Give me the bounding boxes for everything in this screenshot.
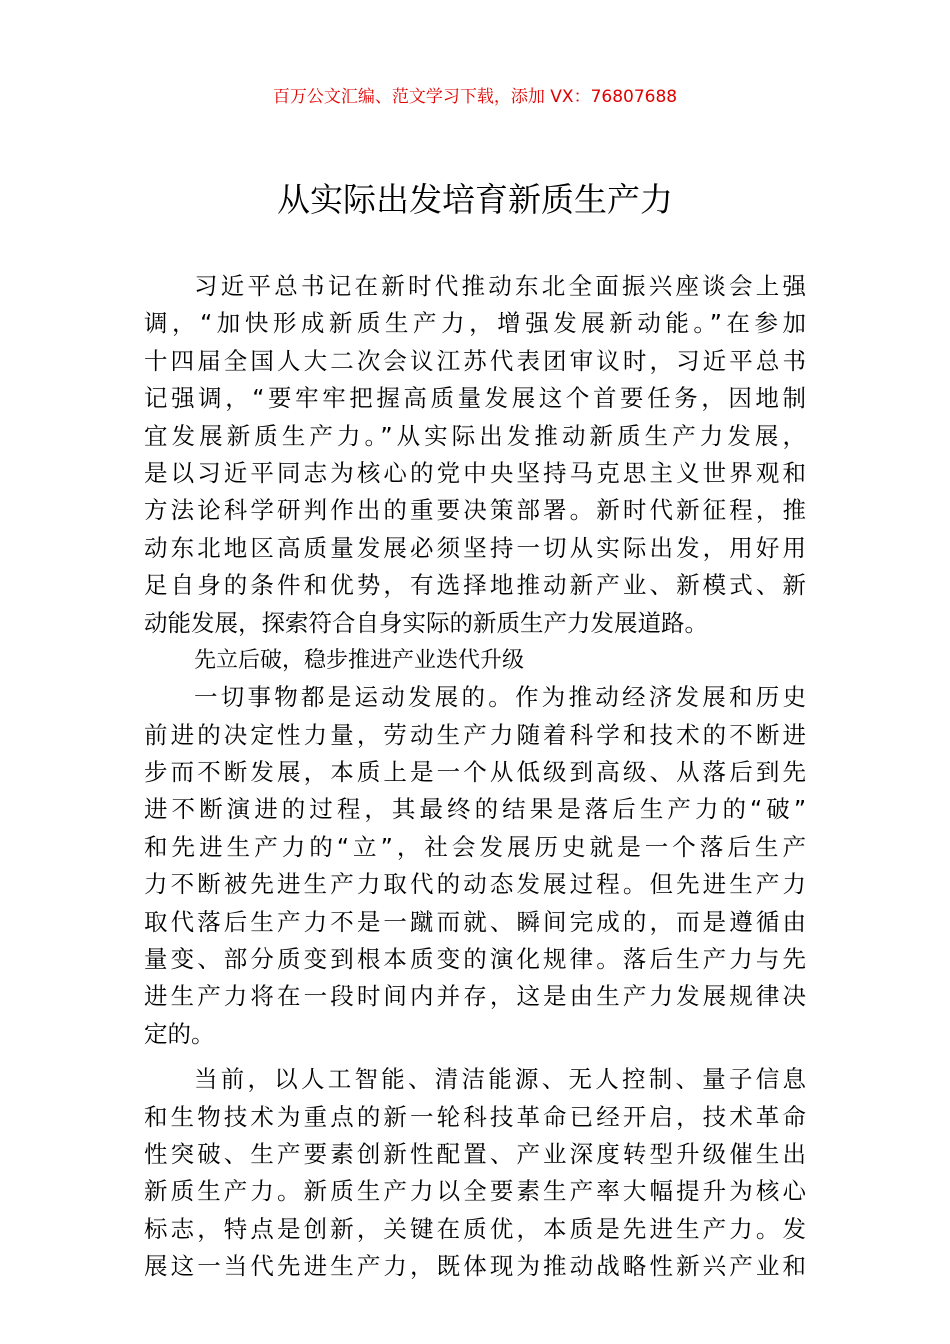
paragraph: [144, 1061, 806, 1285]
text-line: 记强调，“要牢牢把握高质量发展这个首要任务，因地制: [144, 384, 806, 413]
text-line: 取代落后生产力不是一蹴而就、瞬间完成的，而是遵循由: [144, 907, 806, 936]
paragraph: [144, 679, 806, 1053]
text-line: 前进的决定性力量，劳动生产力随着科学和技术的不断进: [144, 720, 806, 749]
header-banner: 百万公文汇编、范文学习下载，添加 VX：76807688: [272, 87, 678, 107]
text-line: 标志，特点是创新，关键在质优，本质是先进生产力。发: [144, 1214, 806, 1243]
section-heading: 先立后破，稳步推进产业迭代升级: [194, 647, 525, 673]
text-line: 力不断被先进生产力取代的动态发展过程。但先进生产力: [144, 870, 806, 899]
text-line: 是以习近平同志为核心的党中央坚持马克思主义世界观和: [144, 458, 806, 487]
page-title: 从实际出发培育新质生产力: [277, 180, 673, 219]
text-line: 一切事物都是运动发展的。作为推动经济发展和历史: [194, 683, 806, 712]
text-line: 展这一当代先进生产力，既体现为推动战略性新兴产业和: [144, 1252, 806, 1281]
text-line: 习近平总书记在新时代推动东北全面振兴座谈会上强: [194, 272, 806, 300]
text-line: 新质生产力。新质生产力以全要素生产率大幅提升为核心: [144, 1177, 806, 1206]
text-line: 进生产力将在一段时间内并存，这是由生产力发展规律决: [144, 982, 806, 1011]
paragraph: [144, 268, 806, 642]
text-line: 定的。: [144, 1019, 215, 1048]
text-line: 调，“加快形成新质生产力，增强发展新动能。”在参加: [144, 309, 806, 338]
text-line: 足自身的条件和优势，有选择地推动新产业、新模式、新: [144, 571, 806, 600]
text-line: 性突破、生产要素创新性配置、产业深度转型升级催生出: [144, 1139, 806, 1168]
document-body: [144, 268, 806, 1286]
text-line: 进不断演进的过程，其最终的结果是落后生产力的“破”: [144, 795, 806, 824]
text-line: 步而不断发展，本质上是一个从低级到高级、从落后到先: [144, 758, 806, 787]
text-line: 方法论科学研判作出的重要决策部署。新时代新征程，推: [144, 496, 806, 525]
text-line: 量变、部分质变到根本质变的演化规律。落后生产力与先: [144, 945, 806, 974]
text-line: 当前，以人工智能、清洁能源、无人控制、量子信息: [194, 1065, 806, 1094]
text-line: 动东北地区高质量发展必须坚持一切从实际出发，用好用: [144, 533, 806, 562]
text-line: 和生物技术为重点的新一轮科技革命已经开启，技术革命: [144, 1102, 806, 1131]
text-line: 十四届全国人大二次会议江苏代表团审议时，习近平总书: [144, 346, 806, 375]
text-line: 宜发展新质生产力。”从实际出发推动新质生产力发展，: [144, 421, 806, 450]
paragraph-gap: [144, 1053, 806, 1061]
text-line: 和先进生产力的“立”，社会发展历史就是一个落后生产: [144, 832, 806, 861]
text-line: 动能发展，探索符合自身实际的新质生产力发展道路。: [144, 608, 708, 637]
